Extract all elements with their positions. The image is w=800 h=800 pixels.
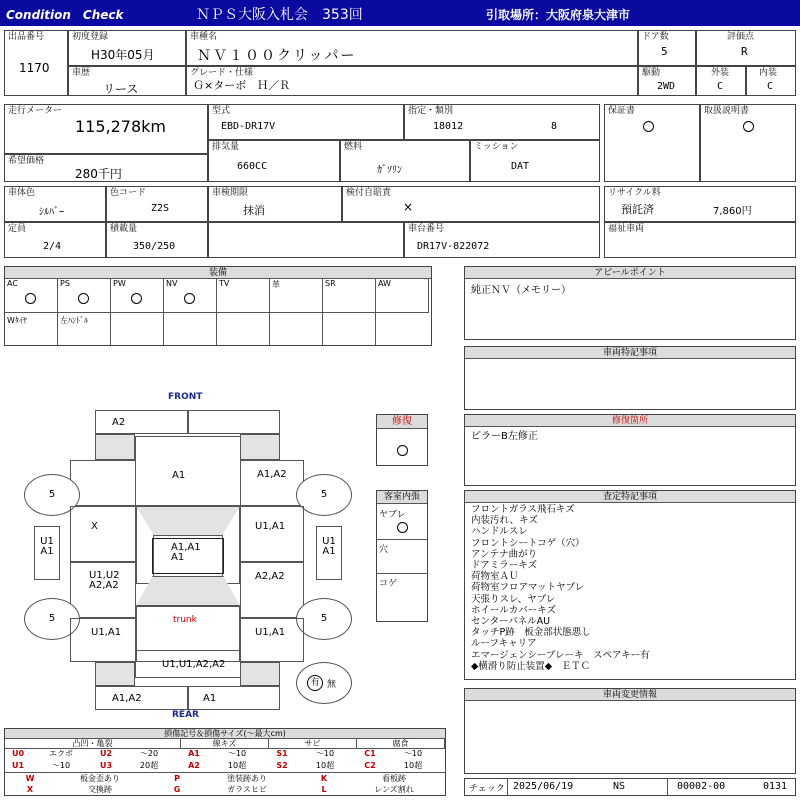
interior-label: 内装 <box>759 68 778 78</box>
capacity-value: 2/4 <box>43 241 62 252</box>
legend-mark-desc: 塗装跡あり <box>227 774 267 783</box>
rear-door-right-value: A2,A2 <box>255 571 285 582</box>
rear-panel <box>135 650 241 678</box>
designation-value: 18012 <box>433 121 464 132</box>
equipment-row2-cell <box>58 313 111 345</box>
appeal-text: 純正ＮＶ（メモリー） <box>471 285 571 296</box>
load-label: 積載量 <box>110 224 138 234</box>
displacement-cell <box>208 140 340 182</box>
inspector-note-line: ◆横滑り防止装置◆ ＥＴＣ <box>471 660 591 672</box>
front-door-left <box>70 506 136 562</box>
legend-mark-desc: 板金歪あり <box>80 774 120 783</box>
equipment-present-mark <box>131 293 142 304</box>
tire-front-left-value: 5 <box>48 489 56 500</box>
legend-desc: 10超 <box>403 761 423 770</box>
color-code-cell <box>106 186 208 222</box>
legend-desc: ～10 <box>51 761 71 770</box>
headlight-right <box>240 434 280 460</box>
legend-header: サビ <box>269 739 357 749</box>
blank-cell-1 <box>208 222 404 258</box>
legend-header: 腐食 <box>357 739 445 749</box>
front-door-right-value: U1,A1 <box>255 521 286 532</box>
rear-door-left-value: U1,U2 A2,A2 <box>89 570 120 591</box>
equipment-item-label: AW <box>378 279 391 288</box>
cabin-koge-label: コゲ <box>379 579 398 589</box>
hood-value: A1 <box>172 470 186 481</box>
displacement-value: 660CC <box>237 161 268 172</box>
legend-mark-desc: ガラスヒビ <box>227 785 267 794</box>
history-label: 車歴 <box>72 68 91 78</box>
inspector-notes-panel <box>464 490 796 680</box>
chassis-value: DR17V-822072 <box>417 241 490 252</box>
warranty-present-mark <box>643 121 654 132</box>
front-fender-right <box>240 460 304 506</box>
legend-mark-desc: レンズ割れ <box>374 785 414 794</box>
equipment-item-label: TV <box>219 279 230 288</box>
trunk-label: trunk <box>173 615 197 625</box>
inspector-note-line: アンテナ曲がり <box>471 548 538 560</box>
legend-mark-code: L <box>321 785 327 794</box>
check-code-1: 00002-00 <box>677 781 726 792</box>
color-code-value: Z2S <box>151 203 170 214</box>
equipment-present-mark <box>184 293 195 304</box>
inspector-note-line: フロントガラス飛石キズ <box>471 504 575 515</box>
recycle-status: 預託済 <box>621 203 654 216</box>
body-color-cell <box>4 186 106 222</box>
model-type-cell <box>208 104 404 140</box>
equipment-row-2 <box>5 313 431 345</box>
fuel-label: 燃料 <box>344 142 363 152</box>
legend-header: 凸凹・亀裂 <box>5 739 181 749</box>
front-door-right <box>240 506 304 562</box>
front-fender-right-value: A1,A2 <box>257 469 287 480</box>
welfare-cell <box>604 222 796 258</box>
mirror-left <box>34 526 60 580</box>
equipment-item-label: 革 <box>272 280 280 289</box>
legend-mark-code: G <box>173 785 181 794</box>
drive-label: 駆動 <box>642 68 661 78</box>
appeal-panel <box>464 266 796 340</box>
pickup-location: 引取場所：大阪府泉大津市 <box>486 8 631 22</box>
spare-tire-indicator <box>296 662 352 704</box>
special-notes-title: 車両特記事項 <box>465 347 795 359</box>
equipment-row2-cell <box>111 313 164 345</box>
front-label: FRONT <box>168 392 203 402</box>
repair-box <box>376 414 428 466</box>
legend-code: C1 <box>364 749 376 758</box>
liability-cell <box>342 186 600 222</box>
liability-value: × <box>403 200 414 214</box>
door-count-label: ドア数 <box>642 32 669 42</box>
equipment-title: 装備 <box>5 267 431 279</box>
cabin-ana-label: 穴 <box>379 545 389 555</box>
roof-value: A1,A1 A1 <box>171 542 201 563</box>
warranty-cell <box>604 104 700 182</box>
equipment-present-mark <box>78 293 89 304</box>
equipment-item-label: Wﾀｲﾔ <box>7 316 27 325</box>
legend-mark-code: X <box>26 785 34 794</box>
check-code-2: 0131 <box>763 781 788 792</box>
door-count-cell <box>638 30 696 66</box>
model-name-label: 車種名 <box>190 32 218 42</box>
equipment-row2-cell <box>323 313 376 345</box>
legend-code: U3 <box>99 761 113 770</box>
check-footer <box>464 778 796 796</box>
lot-number-cell <box>4 30 68 96</box>
equipment-present-mark <box>25 293 36 304</box>
legend-code: C2 <box>364 761 376 770</box>
inspector-note-line: センターパネルAU <box>471 616 551 628</box>
manual-cell <box>700 104 796 182</box>
legend-title: 損傷記号＆損傷サイズ(～最大cm) <box>5 729 445 739</box>
legend-desc: 10超 <box>315 761 335 770</box>
repair-present-mark <box>397 445 408 456</box>
inspector-notes-title: 査定特記事項 <box>465 491 795 503</box>
checker-name: NS <box>613 781 626 792</box>
equipment-item-nv <box>164 279 217 313</box>
rear-door-right <box>240 562 304 618</box>
recycle-cell <box>604 186 796 222</box>
color-code-label: 色コード <box>110 188 147 198</box>
mirror-right-value: U1 A1 <box>322 536 336 557</box>
lot-number-value: 1170 <box>19 61 50 75</box>
inspector-note-line: ハンドルスレ <box>471 526 528 538</box>
legend-code: S2 <box>276 761 288 770</box>
legend-mark-desc: 看板跡 <box>382 774 406 783</box>
equipment-row2-cell <box>5 313 58 345</box>
hood <box>135 436 241 506</box>
auction-name: ＮＰＳ大阪入札会 353回 <box>196 7 363 23</box>
check-date: 2025/06/19 <box>513 781 574 792</box>
grade-label: グレード・仕様 <box>190 68 254 78</box>
equipment-item-label: SR <box>325 279 336 288</box>
history-cell <box>68 66 186 96</box>
chassis-cell <box>404 222 600 258</box>
legend-rows <box>5 749 445 773</box>
first-registration-label: 初度登録 <box>72 32 109 42</box>
door-count-value: 5 <box>661 45 668 58</box>
cabin-divider-2 <box>377 573 427 574</box>
drive-value: 2WD <box>657 81 676 92</box>
inspection-value: 抹消 <box>243 204 265 217</box>
spare-present-circle <box>307 675 323 691</box>
rear-label: REAR <box>172 710 199 720</box>
evaluation-value: R <box>741 45 748 58</box>
mileage-value: 115,278km <box>75 117 167 136</box>
front-bumper-left <box>95 410 188 434</box>
class-value: 8 <box>551 121 558 132</box>
equipment-item-ac <box>5 279 58 313</box>
interior-value: C <box>767 81 774 92</box>
front-fender-left <box>70 460 136 506</box>
mirror-left-value: U1 A1 <box>40 536 54 557</box>
inspector-note-line: フロントシートコゲ（穴） <box>471 537 585 549</box>
repair-points-panel <box>464 414 796 486</box>
repair-points-title: 修復箇所 <box>465 415 795 427</box>
legend-mark-code: W <box>25 774 35 783</box>
body-color-label: 車体色 <box>8 188 36 198</box>
mission-label: ミッション <box>474 142 519 152</box>
price-cell <box>4 154 208 182</box>
header-title-left: Condition Check <box>6 8 124 22</box>
equipment-item-label: PW <box>113 279 126 288</box>
footer-divider-1 <box>507 779 508 795</box>
legend-code: A2 <box>188 761 200 770</box>
mileage-cell <box>4 104 208 154</box>
inspector-note-line: タッチP跡 板金部状態悪し <box>471 627 591 639</box>
rear-quarter-right-value: U1,A1 <box>255 627 286 638</box>
legend-desc: 10超 <box>227 761 247 770</box>
damage-legend <box>4 728 446 796</box>
capacity-cell <box>4 222 106 258</box>
vehicle-change-title: 車両変更情報 <box>465 689 795 701</box>
equipment-item-label: NV <box>166 279 178 288</box>
equipment-item-tv <box>217 279 270 313</box>
tail-light-right <box>240 662 280 686</box>
manual-present-mark <box>743 121 754 132</box>
mirror-right <box>316 526 342 580</box>
rear-quarter-right <box>240 618 304 662</box>
drive-cell <box>638 66 696 96</box>
evaluation-label: 評価点 <box>727 32 755 42</box>
first-registration-value: H30年05月 <box>91 48 155 62</box>
header-bar <box>0 0 800 26</box>
equipment-item-ps <box>58 279 111 313</box>
exterior-label: 外装 <box>711 68 730 78</box>
legend-desc: 20超 <box>139 761 159 770</box>
price-label: 希望価格 <box>8 156 45 166</box>
legend-desc: エクボ <box>49 749 73 758</box>
spare-present-text: 有 <box>310 678 320 688</box>
equipment-item-pw <box>111 279 164 313</box>
spare-absent-text: 無 <box>327 680 337 690</box>
inspector-note-line: 荷物室ＡＵ <box>471 571 519 583</box>
body-color-value: ｼﾙﾊﾞｰ <box>39 207 64 218</box>
equipment-item-sr <box>323 279 376 313</box>
legend-code: A1 <box>188 749 200 758</box>
legend-desc: ～20 <box>139 749 159 758</box>
designation-cell <box>404 104 600 140</box>
car-diagram <box>0 380 376 725</box>
rear-quarter-left <box>70 618 136 662</box>
legend-desc: ～10 <box>315 749 335 758</box>
rear-panel-value: U1,U1,A2,A2 <box>162 659 226 670</box>
roof <box>152 538 224 574</box>
repair-points-text: ピラーB左修正 <box>471 431 538 442</box>
inspection-label: 車検期限 <box>212 188 249 198</box>
cabin-panel <box>376 490 428 622</box>
cabin-yabure-label: ヤブレ <box>379 510 406 520</box>
rear-bumper-left-value: A1,A2 <box>112 693 142 704</box>
inspector-note-line: 荷物室フロアマットヤブレ <box>471 582 585 594</box>
lot-number-label: 出品番号 <box>8 32 45 42</box>
equipment-row-1 <box>5 279 431 313</box>
equipment-row2-cell <box>217 313 270 345</box>
interior-cell <box>746 66 796 96</box>
price-value: 280千円 <box>75 167 122 181</box>
warranty-label: 保証書 <box>608 106 636 116</box>
capacity-label: 定員 <box>8 224 27 234</box>
inspector-note-line: 内装汚れ、キズ <box>471 515 538 527</box>
inspector-note-line: ホイールカバーキズ <box>471 604 557 616</box>
welfare-label: 福祉車両 <box>608 224 645 234</box>
footer-divider-2 <box>667 779 668 795</box>
front-bumper-right <box>188 410 280 434</box>
windshield <box>136 506 240 536</box>
grade-cell <box>186 66 638 96</box>
liability-label: 検付自賠責 <box>346 188 392 198</box>
recycle-label: リサイクル料 <box>608 188 661 198</box>
model-type-value: EBD-DR17V <box>221 121 276 132</box>
legend-headers <box>5 739 445 749</box>
legend-mark-desc: 交換跡 <box>88 785 112 794</box>
fuel-cell <box>340 140 470 182</box>
inspector-note-line: ドアミラーキズ <box>471 560 538 572</box>
headlight-left <box>95 434 135 460</box>
equipment-item-label: PS <box>60 279 70 288</box>
legend-mark-code: P <box>174 774 180 783</box>
appeal-title: アピールポイント <box>465 267 795 279</box>
chassis-label: 車台番号 <box>408 224 445 234</box>
mission-value: DAT <box>511 161 530 172</box>
inspector-note-line: エマージェンシーブレーキ スペアキー有 <box>471 649 650 661</box>
front-bumper-left-value: A2 <box>112 417 126 428</box>
tire-front-right-value: 5 <box>320 489 328 500</box>
legend-code: U0 <box>11 749 25 758</box>
cabin-title: 客室内張 <box>377 491 427 504</box>
cabin-divider-1 <box>377 539 427 540</box>
equipment-row2-cell <box>164 313 217 345</box>
designation-label: 指定・類別 <box>408 106 454 116</box>
legend-desc: ～10 <box>403 749 423 758</box>
history-value: リース <box>103 82 139 96</box>
rear-bumper-right-value: A1 <box>203 693 217 704</box>
equipment-row2-cell <box>270 313 323 345</box>
special-notes-panel <box>464 346 796 410</box>
legend-code: S1 <box>276 749 288 758</box>
inspector-note-line: 天張りスレ、ヤブレ <box>471 593 556 605</box>
equipment-item-label: 左ﾊﾝﾄﾞﾙ <box>60 316 88 325</box>
rear-door-left <box>70 562 136 618</box>
equipment-item-label: AC <box>7 279 18 288</box>
legend-marks <box>5 774 445 796</box>
first-registration-cell <box>68 30 186 66</box>
fuel-value: ｶﾞｿﾘﾝ <box>377 165 402 176</box>
check-label: チェック <box>469 784 505 794</box>
rear-bumper-left <box>95 686 188 710</box>
rear-window <box>136 576 240 606</box>
repair-box-title: 修復 <box>377 415 427 429</box>
rear-bumper-right <box>188 686 280 710</box>
rear-quarter-left-value: U1,A1 <box>91 627 122 638</box>
equipment-item-革 <box>270 279 323 313</box>
legend-code: U1 <box>11 761 25 770</box>
legend-code: U2 <box>99 749 113 758</box>
inspection-cell <box>208 186 342 222</box>
grade-value: Ｇ×ターボ Ｈ／Ｒ <box>193 79 291 92</box>
equipment-item-aw <box>376 279 429 313</box>
model-name-value: ＮＶ１００クリッパー <box>197 48 357 64</box>
displacement-label: 排気量 <box>212 142 240 152</box>
tail-light-left <box>95 662 135 686</box>
recycle-value: 7,860円 <box>713 206 752 217</box>
legend-mark-code: K <box>320 774 328 783</box>
tire-rear-left-value: 5 <box>48 613 56 624</box>
equipment-panel <box>4 266 432 346</box>
mileage-label: 走行メーター <box>8 106 63 116</box>
exterior-cell <box>696 66 746 96</box>
tire-rear-right <box>296 598 352 640</box>
legend-header: 線キズ <box>181 739 269 749</box>
legend-desc: ～10 <box>227 749 247 758</box>
load-value: 350/250 <box>133 241 176 252</box>
evaluation-cell <box>696 30 796 66</box>
tire-front-right <box>296 474 352 516</box>
load-cell <box>106 222 208 258</box>
exterior-value: C <box>717 81 724 92</box>
vehicle-change-panel <box>464 688 796 774</box>
cabin-yabure-mark <box>397 522 408 533</box>
model-name-cell <box>186 30 638 66</box>
inspector-note-line: ルーフキャリア <box>471 638 537 650</box>
front-door-left-value: X <box>91 521 98 532</box>
model-type-label: 型式 <box>212 106 231 116</box>
manual-label: 取扱説明書 <box>704 106 750 116</box>
inspector-notes-list <box>471 504 650 672</box>
mission-cell <box>470 140 600 182</box>
tire-rear-right-value: 5 <box>320 613 328 624</box>
